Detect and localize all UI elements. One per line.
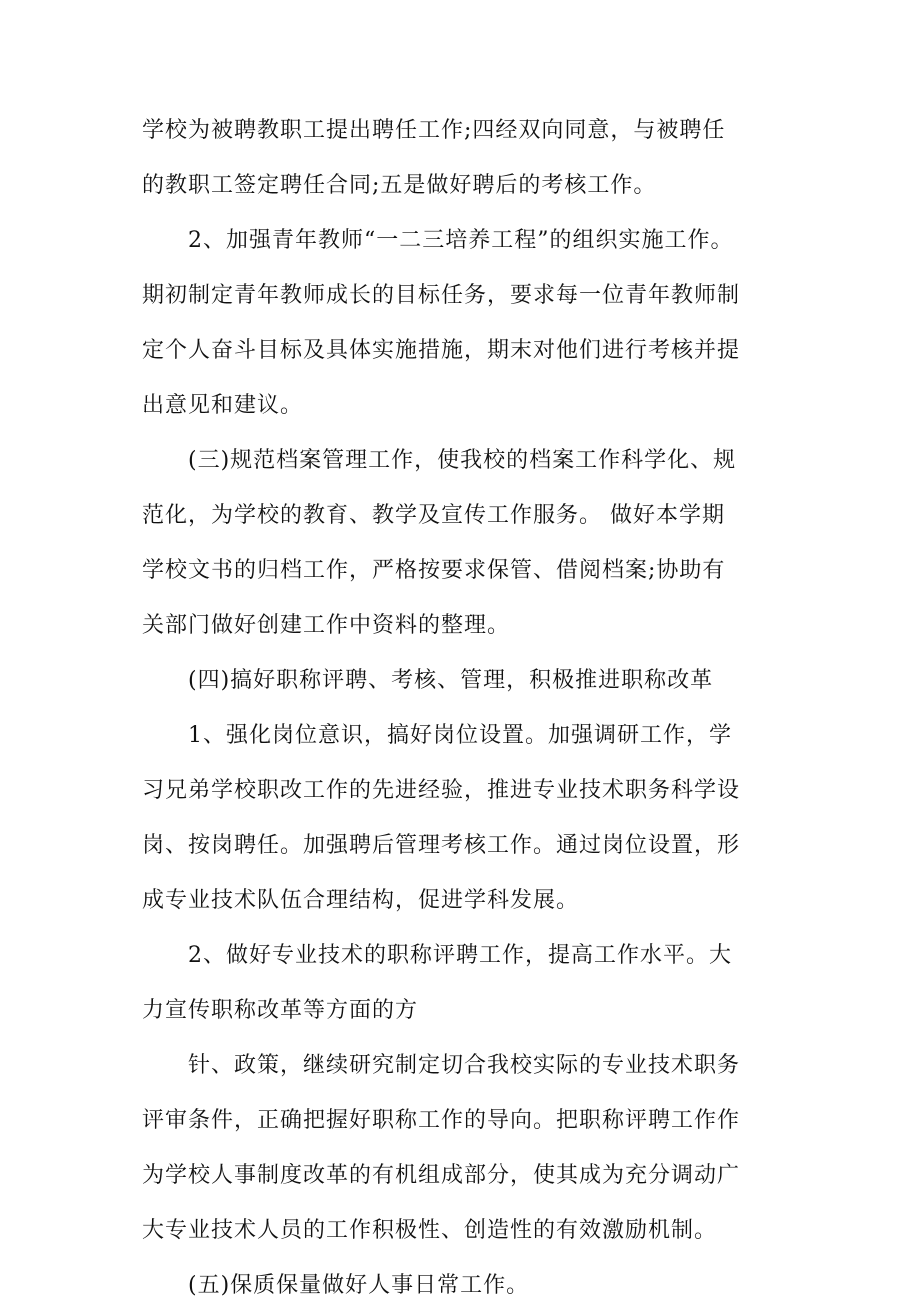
text-line: 定个人奋斗目标及具体实施措施，期末对他们进行考核并提 [142,338,741,363]
text-line: 岗、按岗聘任。加强聘后管理考核工作。通过岗位设置，形 [142,833,741,858]
text-line: 2、加强青年教师“一二三培养工程”的组织实施工作。 [188,228,734,253]
text-line: 大专业技术人员的工作积极性、创造性的有效激励机制。 [142,1218,718,1243]
paragraph [142,708,787,928]
text-line: 成专业技术队伍合理结构，促进学科发展。 [142,888,580,913]
text-line: 出意见和建议。 [142,393,304,418]
text-line: 力宣传职称改革等方面的方 [142,998,419,1023]
paragraph [142,103,787,213]
paragraph [142,928,787,1038]
paragraph [142,1038,787,1258]
text-line: (四)搞好职称评聘、考核、管理，积极推进职称改革 [188,668,714,693]
text-line: 范化，为学校的教育、教学及宣传工作服务。 做好本学期 [142,503,725,528]
text-line: 关部门做好创建工作中资料的整理。 [142,613,511,638]
paragraph [142,1258,787,1313]
text-line: 期初制定青年教师成长的目标任务，要求每一位青年教师制 [142,283,741,308]
text-line: 评审条件，正确把握好职称工作的导向。把职称评聘工作作 [142,1108,741,1133]
text-line: (三)规范档案管理工作，使我校的档案工作科学化、规 [188,448,737,473]
text-line: 学校文书的归档工作，严格按要求保管、借阅档案;协助有 [142,558,726,583]
paragraph [142,653,787,708]
paragraph [142,433,787,653]
text-line: (五)保质保量做好人事日常工作。 [188,1273,530,1298]
text-line: 学校为被聘教职工提出聘任工作;四经双向同意，与被聘任 [142,118,726,143]
paragraph [142,213,787,433]
text-line: 的教职工签定聘任合同;五是做好聘后的考核工作。 [142,173,657,198]
text-line: 1、强化岗位意识，搞好岗位设置。加强调研工作，学 [188,723,732,748]
text-line: 为学校人事制度改革的有机组成部分，使其成为充分调动广 [142,1163,741,1188]
text-line: 2、做好专业技术的职称评聘工作，提高工作水平。大 [188,943,732,968]
document-body [142,103,787,1313]
text-line: 针、政策，继续研究制定切合我校实际的专业技术职务 [188,1053,741,1078]
text-line: 习兄弟学校职改工作的先进经验，推进专业技术职务科学设 [142,778,741,803]
